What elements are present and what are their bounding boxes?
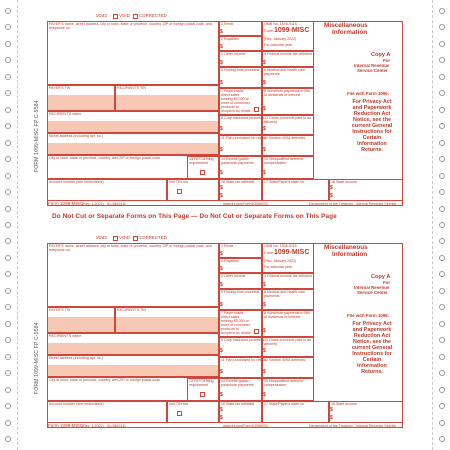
box-16-label: 16 State tax withheld xyxy=(221,402,255,406)
box-4-label: 4 Federal income tax withheld xyxy=(264,274,312,278)
privacy-notice-line: Instructions for xyxy=(352,129,392,135)
box-14-label: 14 Excess golden parachute payments xyxy=(221,379,254,387)
box-17-label: 17 State/Payer's state no. xyxy=(264,180,306,184)
tractor-feed-hole xyxy=(5,321,11,327)
tractor-feed-hole xyxy=(439,107,445,113)
tractor-feed-hole xyxy=(439,420,445,426)
dollar-sign: $ xyxy=(330,415,333,421)
form-number: 1099-MISC xyxy=(274,249,310,256)
box-18-label: 18 State income xyxy=(331,402,357,406)
void-label: VOID xyxy=(119,236,130,240)
box-10-label: 10 Gross proceeds paid to an attorney xyxy=(264,338,312,346)
payer-info-box[interactable] xyxy=(47,21,219,85)
tractor-feed-hole xyxy=(439,271,445,277)
box-7-label: 7 Payer made direct sales totaling $5,000 or more of consumer products to recipient for resale xyxy=(221,311,251,335)
tractor-feed-hole xyxy=(5,24,11,30)
tractor-feed-hole xyxy=(439,403,445,409)
payer-info-label: PAYER'S name, street address, city or town, state or province, country, ZIP or foreign postal code, and telephone no. xyxy=(49,22,212,30)
tractor-feed-hole xyxy=(439,222,445,228)
box-11-label: 11 Fish purchased for resale xyxy=(221,358,267,362)
right-perforation xyxy=(432,0,433,450)
box-16-label: 16 State tax withheld xyxy=(221,180,255,184)
do-not-cut-warning: Do Not Cut or Separate Forms on This Page — Do Not Cut or Separate Forms on This Page xyxy=(52,213,337,220)
privacy-notice-line: Returns. xyxy=(361,147,383,153)
box-6-label: 6 Medical and health care payments xyxy=(264,68,306,76)
second-tin-label: 2nd TIN not. xyxy=(169,180,189,184)
box-1-label: 1 Rents xyxy=(221,22,234,26)
tractor-feed-hole xyxy=(5,354,11,360)
box-13-label: 13 FATCA filing requirement xyxy=(189,157,214,165)
tractor-feed-hole xyxy=(439,74,445,80)
tractor-feed-hole xyxy=(5,222,11,228)
tractor-feed-hole xyxy=(5,173,11,179)
tractor-feed-hole xyxy=(439,140,445,146)
payer-info-label: PAYER'S name, street address, city or town, state or province, country, ZIP or foreign postal code, and telephone no. xyxy=(49,244,212,252)
footer-rev: (Rev. 1-2022) xyxy=(82,202,104,206)
tractor-feed-hole xyxy=(5,238,11,244)
box-2-label: 2 Royalties xyxy=(221,259,239,263)
tractor-feed-hole xyxy=(5,271,11,277)
side-form-code: FORM 1099-MISC FP C-9584 xyxy=(34,322,40,394)
box-6-label: 6 Medical and health care payments xyxy=(264,290,306,298)
form-title-line-2: Information xyxy=(332,251,368,258)
box-15-label: 15 Nonqualified deferred compensation xyxy=(264,157,304,165)
tractor-feed-hole xyxy=(439,288,445,294)
dollar-sign: $ xyxy=(220,170,223,176)
box-2-label: 2 Royalties xyxy=(221,37,239,41)
privacy-notice-line: current General xyxy=(351,345,393,351)
tractor-feed-hole xyxy=(439,24,445,30)
fatca-checkbox[interactable] xyxy=(200,170,205,175)
tractor-feed-hole xyxy=(439,173,445,179)
dollar-sign: $ xyxy=(220,60,223,66)
tractor-feed-hole xyxy=(5,8,11,14)
tractor-feed-hole xyxy=(5,255,11,261)
form-word: Form xyxy=(264,29,274,33)
copy-irs-line-2: Service Center xyxy=(357,291,388,295)
privacy-notice-line: Certain xyxy=(362,135,382,141)
payer-info-box[interactable] xyxy=(47,243,219,307)
box-13-label: 13 FATCA filing requirement xyxy=(189,379,214,387)
privacy-notice-line: and Paperwork xyxy=(352,327,392,333)
calendar-year-label: For calendar year xyxy=(264,265,293,269)
dollar-sign: $ xyxy=(263,369,266,375)
tractor-feed-hole xyxy=(5,436,11,442)
left-tractor-holes xyxy=(2,8,14,442)
tractor-feed-hole xyxy=(439,41,445,47)
box-4-label: 4 Federal income tax withheld xyxy=(264,52,312,56)
footer-form: Form 1099-MISC xyxy=(48,424,84,428)
copy-irs-line-1: Internal Revenue xyxy=(354,286,390,290)
box-11-label: 11 Fish purchased for resale xyxy=(221,136,267,140)
copy-for: For xyxy=(383,59,391,63)
second-tin-checkbox[interactable] xyxy=(177,189,182,194)
dollar-sign: $ xyxy=(220,185,223,191)
form-code: 9595 xyxy=(96,236,108,240)
payer-tin-label: PAYER'S TIN xyxy=(49,308,71,312)
tractor-feed-hole xyxy=(5,403,11,409)
box-7-checkbox[interactable] xyxy=(254,107,259,112)
form-title-line-1: Miscellaneous xyxy=(324,244,368,251)
city-state-label: City or town, state or province, country, and ZIP or foreign postal code xyxy=(49,156,161,160)
form-revision: (Rev. January 2022) xyxy=(264,259,297,263)
street-address-label: Street address (including apt. no.) xyxy=(49,134,103,138)
dollar-sign: $ xyxy=(263,60,266,66)
privacy-notice-line: Reduction Act xyxy=(353,333,391,339)
form-title-line-2: Information xyxy=(332,29,368,36)
payer-tin-label: PAYER'S TIN xyxy=(49,86,71,90)
footer-form: Form 1099-MISC xyxy=(48,202,84,206)
tractor-feed-hole xyxy=(5,370,11,376)
tractor-feed-hole xyxy=(5,206,11,212)
dollar-sign: $ xyxy=(220,369,223,375)
dollar-sign: $ xyxy=(330,407,333,413)
form-revision: (Rev. January 2022) xyxy=(264,37,297,41)
tractor-feed-hole xyxy=(439,337,445,343)
privacy-notice-line: Notice, see the xyxy=(352,339,392,345)
dollar-sign: $ xyxy=(220,251,223,257)
dollar-sign: $ xyxy=(263,348,266,354)
dollar-sign: $ xyxy=(263,302,266,308)
box-15-label: 15 Nonqualified deferred compensation xyxy=(264,379,304,387)
box-12-label: 12 Section 409A deferrals xyxy=(264,136,306,140)
city-state-label: City or town, state or province, country, and ZIP or foreign postal code xyxy=(49,378,161,382)
corrected-label: CORRECTED xyxy=(139,14,167,18)
box-5-label: 5 Fishing boat proceeds xyxy=(221,68,260,72)
box-5-label: 5 Fishing boat proceeds xyxy=(221,290,260,294)
omb-number: OMB No. 1545-0115 xyxy=(264,22,297,26)
tractor-feed-hole xyxy=(439,57,445,63)
footer-dept: Department of the Treasury - Internal Revenue Service xyxy=(309,424,397,428)
box-7-checkbox[interactable] xyxy=(254,329,259,334)
tractor-feed-hole xyxy=(5,387,11,393)
tractor-feed-hole xyxy=(5,288,11,294)
dollar-sign: $ xyxy=(220,348,223,354)
box-10-label: 10 Gross proceeds paid to an attorney xyxy=(264,116,312,124)
corrected-checkbox[interactable] xyxy=(133,236,138,241)
copy-irs-line-1: Internal Revenue xyxy=(354,64,390,68)
recipient-tin-label: RECIPIENT'S TIN xyxy=(117,308,146,312)
box-3-label: 3 Other income xyxy=(221,274,246,278)
dollar-sign: $ xyxy=(330,185,333,191)
copy-irs-line-2: Service Center xyxy=(357,69,388,73)
box-9-label: 9 Crop insurance proceeds xyxy=(221,116,265,120)
tractor-feed-hole xyxy=(439,8,445,14)
tractor-feed-hole xyxy=(5,107,11,113)
recipient-tin-label: RECIPIENT'S TIN xyxy=(117,86,146,90)
privacy-notice-line: Notice, see the xyxy=(352,117,392,123)
fatca-checkbox[interactable] xyxy=(200,392,205,397)
dollar-sign: $ xyxy=(220,392,223,398)
form-code: 9595 xyxy=(96,14,108,18)
dollar-sign: $ xyxy=(220,282,223,288)
file-with-1096: File with Form 1096. xyxy=(347,314,389,318)
tractor-feed-hole xyxy=(439,387,445,393)
dollar-sign: $ xyxy=(220,29,223,35)
recipient-name-label: RECIPIENT'S name xyxy=(49,112,82,116)
right-tractor-holes xyxy=(436,8,448,442)
dollar-sign: $ xyxy=(220,266,223,272)
tractor-feed-hole xyxy=(5,123,11,129)
tractor-feed-hole xyxy=(5,189,11,195)
copy-label: Copy A xyxy=(371,52,391,58)
void-label: VOID xyxy=(119,14,130,18)
tractor-feed-hole xyxy=(439,370,445,376)
box-3-label: 3 Other income xyxy=(221,52,246,56)
tractor-feed-hole xyxy=(5,420,11,426)
tractor-feed-hole xyxy=(5,304,11,310)
tractor-feed-hole xyxy=(439,238,445,244)
privacy-notice-line: current General xyxy=(351,123,393,129)
left-perforation xyxy=(17,0,18,450)
form-title-line-1: Miscellaneous xyxy=(324,22,368,29)
box-17-label: 17 State/Payer's state no. xyxy=(264,402,306,406)
account-number-label: Account number (see instructions) xyxy=(49,402,104,406)
privacy-notice xyxy=(343,99,401,153)
box-9-label: 9 Crop insurance proceeds xyxy=(221,338,265,342)
tractor-feed-hole xyxy=(439,255,445,261)
footer-url: www.irs.gov/Form1099MISC xyxy=(223,202,269,206)
dollar-sign: $ xyxy=(220,415,223,421)
tractor-feed-hole xyxy=(439,436,445,442)
side-form-code: FORM 1099-MISC FP C-9584 xyxy=(34,100,40,172)
tractor-feed-hole xyxy=(5,337,11,343)
dollar-sign: $ xyxy=(220,302,223,308)
dollar-sign: $ xyxy=(263,126,266,132)
box-18-label: 18 State income xyxy=(331,180,357,184)
copy-for: For xyxy=(383,281,391,285)
tractor-feed-hole xyxy=(439,304,445,310)
privacy-notice-line: Information xyxy=(357,141,387,147)
tractor-feed-hole xyxy=(439,354,445,360)
tractor-feed-hole xyxy=(5,74,11,80)
second-tin-checkbox[interactable] xyxy=(177,411,182,416)
form-1099-misc-copy-a xyxy=(47,234,403,432)
dollar-sign: $ xyxy=(263,80,266,86)
tractor-feed-hole xyxy=(5,156,11,162)
tractor-feed-hole xyxy=(5,57,11,63)
privacy-notice xyxy=(343,321,401,375)
tractor-feed-hole xyxy=(5,90,11,96)
box-7-label: 7 Payer made direct sales totaling $5,000 or more of consumer products to recipient for resale xyxy=(221,89,251,113)
tractor-feed-hole xyxy=(439,90,445,96)
dollar-sign: $ xyxy=(263,106,266,112)
footer-dept: Department of the Treasury - Internal Revenue Service xyxy=(309,202,397,206)
dollar-sign: $ xyxy=(220,80,223,86)
account-number-label: Account number (see instructions) xyxy=(49,180,104,184)
privacy-notice-line: Returns. xyxy=(361,369,383,375)
dollar-sign: $ xyxy=(220,44,223,50)
street-address-label: Street address (including apt. no.) xyxy=(49,356,103,360)
tractor-feed-hole xyxy=(5,41,11,47)
corrected-checkbox[interactable] xyxy=(133,14,138,19)
box-14-label: 14 Excess golden parachute payments xyxy=(221,157,254,165)
footer-rev: (Rev. 1-2022) xyxy=(82,424,104,428)
privacy-notice-line: For Privacy Act xyxy=(352,321,392,327)
void-checkbox[interactable] xyxy=(113,236,118,241)
dollar-sign: $ xyxy=(263,328,266,334)
privacy-notice-line: For Privacy Act xyxy=(352,99,392,105)
tractor-feed-hole xyxy=(439,189,445,195)
dollar-sign: $ xyxy=(220,407,223,413)
recipient-name-label: RECIPIENT'S name xyxy=(49,334,82,338)
dollar-sign: $ xyxy=(220,126,223,132)
dollar-sign: $ xyxy=(263,392,266,398)
privacy-notice-line: Certain xyxy=(362,357,382,363)
dollar-sign: $ xyxy=(220,193,223,199)
dollar-sign: $ xyxy=(220,147,223,153)
box-1-label: 1 Rents xyxy=(221,244,234,248)
corrected-label: CORRECTED xyxy=(139,236,167,240)
footer-cat: 41-0852411 xyxy=(107,202,126,206)
tractor-feed-hole xyxy=(5,140,11,146)
omb-number: OMB No. 1545-0115 xyxy=(264,244,297,248)
dollar-sign: $ xyxy=(263,282,266,288)
dollar-sign: $ xyxy=(263,170,266,176)
second-tin-label: 2nd TIN not. xyxy=(169,402,189,406)
calendar-year-label: For calendar year xyxy=(264,43,293,47)
box-12-label: 12 Section 409A deferrals xyxy=(264,358,306,362)
void-checkbox[interactable] xyxy=(113,14,118,19)
privacy-notice-line: Instructions for xyxy=(352,351,392,357)
tractor-feed-hole xyxy=(439,206,445,212)
tractor-feed-hole xyxy=(439,123,445,129)
box-8-label: 8 Substitute payments in lieu of dividends or interest xyxy=(264,89,310,97)
copy-label: Copy A xyxy=(371,274,391,280)
tractor-feed-hole xyxy=(439,321,445,327)
form-1099-misc-copy-a xyxy=(47,12,403,210)
file-with-1096: File with Form 1096. xyxy=(347,92,389,96)
privacy-notice-line: Reduction Act xyxy=(353,111,391,117)
footer-url: www.irs.gov/Form1099MISC xyxy=(223,424,269,428)
dollar-sign: $ xyxy=(263,147,266,153)
tractor-feed-hole xyxy=(439,156,445,162)
privacy-notice-line: and Paperwork xyxy=(352,105,392,111)
dollar-sign: $ xyxy=(330,193,333,199)
form-word: Form xyxy=(264,251,274,255)
privacy-notice-line: Information xyxy=(357,363,387,369)
footer-cat: 41-0852411 xyxy=(107,424,126,428)
box-8-label: 8 Substitute payments in lieu of dividends or interest xyxy=(264,311,310,319)
form-number: 1099-MISC xyxy=(274,27,310,34)
